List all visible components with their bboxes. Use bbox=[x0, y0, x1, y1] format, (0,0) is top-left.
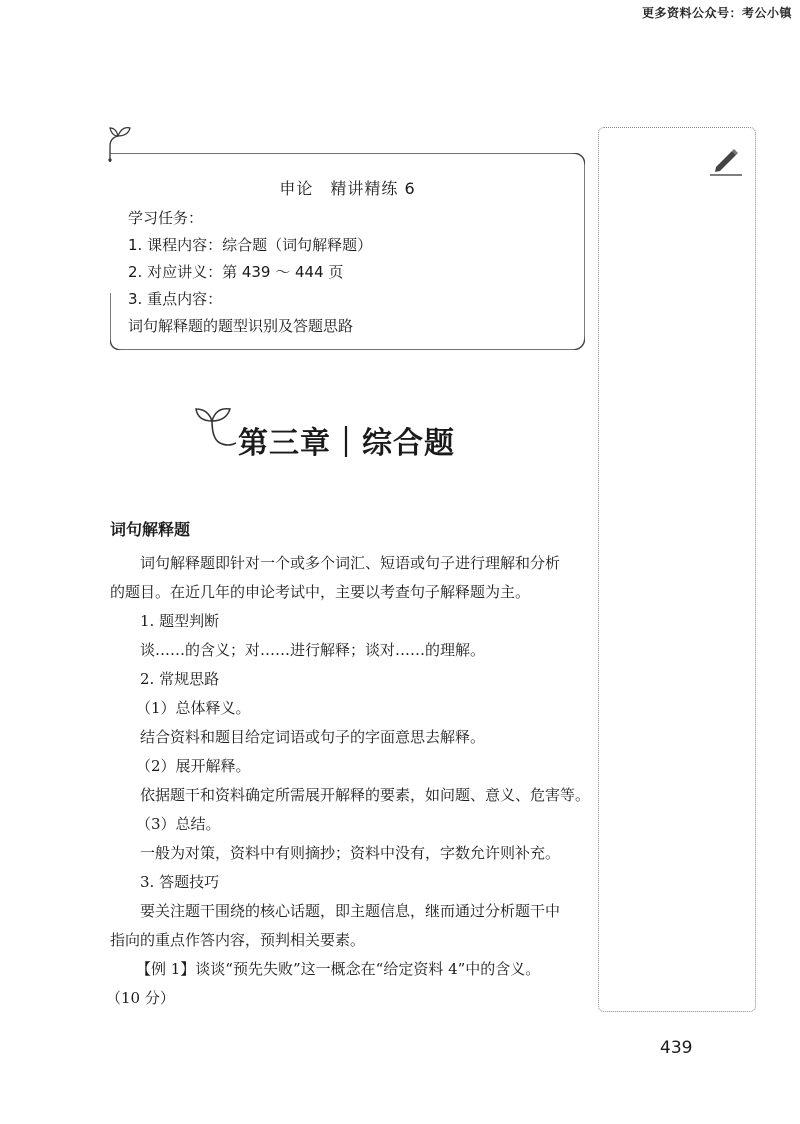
notes-panel[interactable] bbox=[598, 127, 756, 1012]
pencil-icon bbox=[708, 145, 744, 177]
subheading-tips: 3. 答题技巧 bbox=[140, 873, 220, 891]
sprout-icon bbox=[100, 124, 136, 164]
subheading-approach: 2. 常规思路 bbox=[140, 670, 220, 688]
task-line-focus-detail: 词句解释题的题型识别及答题思路 bbox=[128, 317, 354, 335]
paragraph-intro-line2: 的题目。在近几年的申论考试中，主要以考查句子解释题为主。 bbox=[110, 583, 531, 601]
section-heading: 词句解释题 bbox=[110, 520, 191, 539]
step-2-text: 依据题干和资料确定所需展开解释的要素，如问题、意义、危害等。 bbox=[140, 786, 591, 804]
step-2-title: （2）展开解释。 bbox=[136, 757, 251, 775]
subheading-type: 1. 题型判断 bbox=[140, 612, 220, 630]
task-line-handout: 2. 对应讲义：第 439 ～ 444 页 bbox=[128, 263, 344, 281]
task-line-course: 1. 课程内容：综合题（词句解释题） bbox=[128, 236, 373, 254]
paragraph-intro-line1: 词句解释题即针对一个或多个词汇、短语或句子进行理解和分析 bbox=[140, 554, 561, 572]
step-1-title: （1）总体释义。 bbox=[136, 699, 251, 717]
page-number: 439 bbox=[660, 1038, 693, 1058]
step-3-title: （3）总结。 bbox=[136, 815, 221, 833]
paragraph-tips-line2: 指向的重点作答内容，预判相关要素。 bbox=[110, 931, 366, 949]
step-3-text: 一般为对策，资料中有则摘抄；资料中没有，字数允许则补充。 bbox=[140, 844, 561, 862]
example-1-line2: （10 分） bbox=[106, 989, 175, 1007]
chapter-sprout-icon bbox=[190, 403, 240, 448]
chapter-title: 第三章｜综合题 bbox=[238, 426, 455, 461]
paragraph-tips-line1: 要关注题干围绕的核心话题，即主题信息，继而通过分析题干中 bbox=[140, 902, 561, 920]
watermark: 更多资料公众号：考公小镇 bbox=[641, 6, 792, 20]
step-1-text: 结合资料和题目给定词语或句子的字面意思去解释。 bbox=[140, 728, 486, 746]
task-line-focus: 3. 重点内容： bbox=[128, 290, 223, 308]
task-box-title: 申论 精讲精练 6 bbox=[279, 179, 416, 198]
example-1-line1: 【例 1】谈谈“预先失败”这一概念在“给定资料 4”中的含义。 bbox=[136, 960, 541, 978]
paragraph-type: 谈……的含义；对……进行解释；谈对……的理解。 bbox=[140, 641, 486, 659]
task-heading: 学习任务： bbox=[128, 209, 204, 227]
